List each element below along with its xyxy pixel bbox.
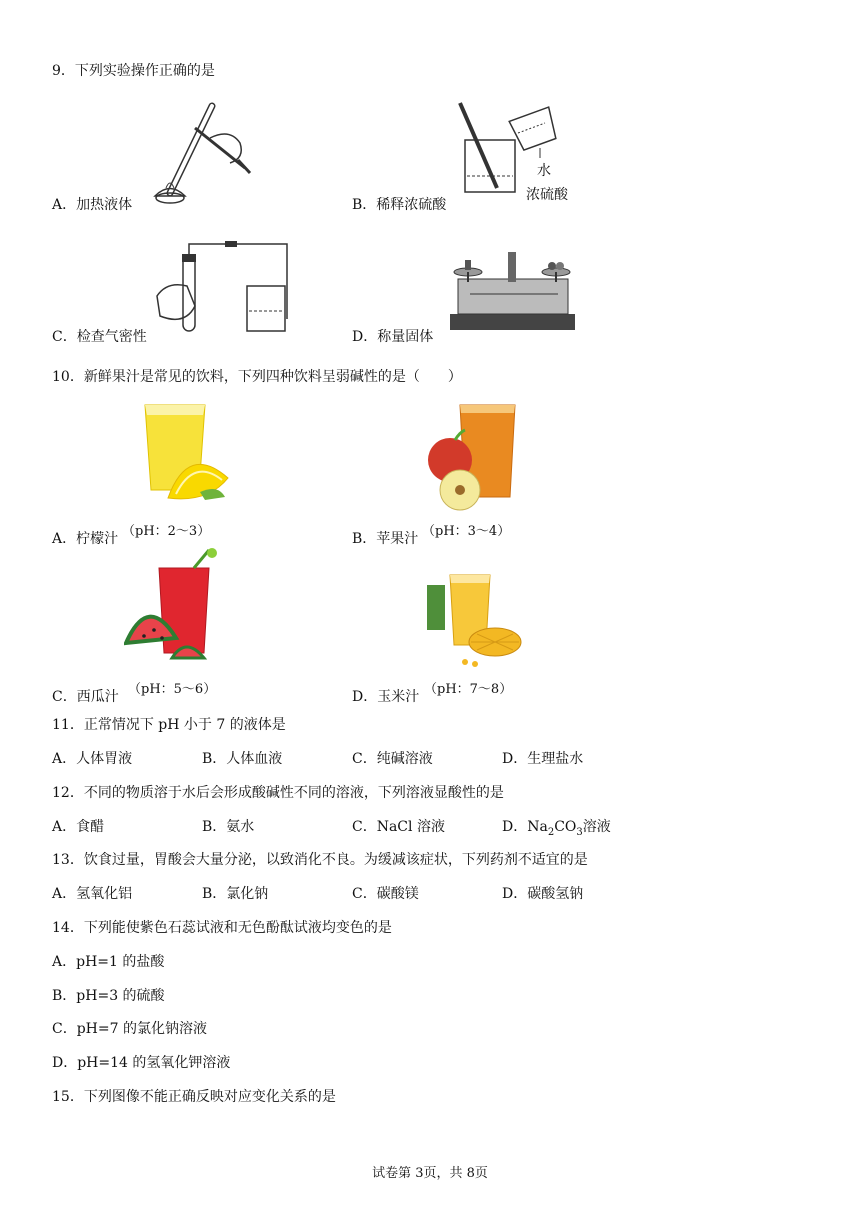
q11-option-a: A．人体胃液 (52, 751, 133, 767)
q12-option-a: A．食醋 (52, 819, 105, 835)
q12-option-b: B．氨水 (202, 819, 255, 835)
heating-liquid-illustration (140, 98, 255, 210)
q13-option-d: D．碳酸氢钠 (502, 886, 584, 902)
lemon-juice-image (140, 400, 230, 500)
q10-option-c: C．西瓜汁 (52, 689, 119, 705)
balance-scale-illustration (450, 244, 575, 332)
q14-option-a: A．pH=1 的盐酸 (52, 954, 165, 970)
q14-option-c: C．pH=7 的氯化钠溶液 (52, 1021, 207, 1037)
q13-option-a: A．氢氧化铝 (52, 886, 133, 902)
q15-stem: 15．下列图像不能正确反映对应变化关系的是 (52, 1089, 336, 1105)
watermelon-ph-range: （pH：5～6） (128, 682, 217, 697)
q13-option-b: B．氯化钠 (202, 886, 269, 902)
label-conc-sulfuric-acid: 浓硫酸 (526, 187, 568, 203)
q14-option-d: D．pH=14 的氢氧化钾溶液 (52, 1055, 231, 1071)
label-water: 水 (537, 163, 551, 179)
airtightness-check-illustration (155, 236, 295, 336)
q9-option-c: C．检查气密性 (52, 329, 147, 345)
q14-stem: 14．下列能使紫色石蕊试液和无色酚酞试液均变色的是 (52, 920, 392, 936)
corn-ph-range: （pH：7～8） (424, 682, 513, 697)
q12-stem: 12．不同的物质溶于水后会形成酸碱性不同的溶液，下列溶液显酸性的是 (52, 785, 504, 801)
q9-option-d: D．称量固体 (352, 329, 434, 345)
q10-option-d: D．玉米汁 (352, 689, 420, 705)
q14-option-b: B．pH=3 的硫酸 (52, 988, 165, 1004)
lemon-ph-range: （pH：2～3） (122, 524, 211, 539)
dilute-acid-illustration (455, 98, 570, 198)
q11-stem: 11．正常情况下 pH 小于 7 的液体是 (52, 717, 286, 733)
q12-option-d: D．$Na_2CO_3$溶液 (502, 819, 611, 838)
q12-option-c: C．NaCl 溶液 (352, 819, 445, 835)
apple-ph-range: （pH：3～4） (422, 524, 511, 539)
apple-juice-image (420, 400, 520, 512)
q11-option-d: D．生理盐水 (502, 751, 584, 767)
q13-stem: 13．饮食过量，胃酸会大量分泌，以致消化不良。为缓减该症状，下列药剂不适宜的是 (52, 852, 588, 868)
page-footer: 试卷第 3页，共 8页 (372, 1166, 488, 1181)
q9-option-b: B．稀释浓硫酸 (352, 197, 447, 213)
corn-juice-image (425, 570, 525, 670)
q10-option-a: A．柠檬汁 (52, 531, 119, 547)
q9-stem: 9．下列实验操作正确的是 (52, 63, 215, 79)
q9-option-a: A．加热液体 (52, 197, 133, 213)
q11-option-b: B．人体血液 (202, 751, 283, 767)
watermelon-juice-image (124, 548, 224, 666)
q10-stem: 10．新鲜果汁是常见的饮料，下列四种饮料呈弱碱性的是（ ） (52, 369, 462, 385)
q11-option-c: C．纯碱溶液 (352, 751, 433, 767)
q10-option-b: B．苹果汁 (352, 531, 419, 547)
q13-option-c: C．碳酸镁 (352, 886, 419, 902)
